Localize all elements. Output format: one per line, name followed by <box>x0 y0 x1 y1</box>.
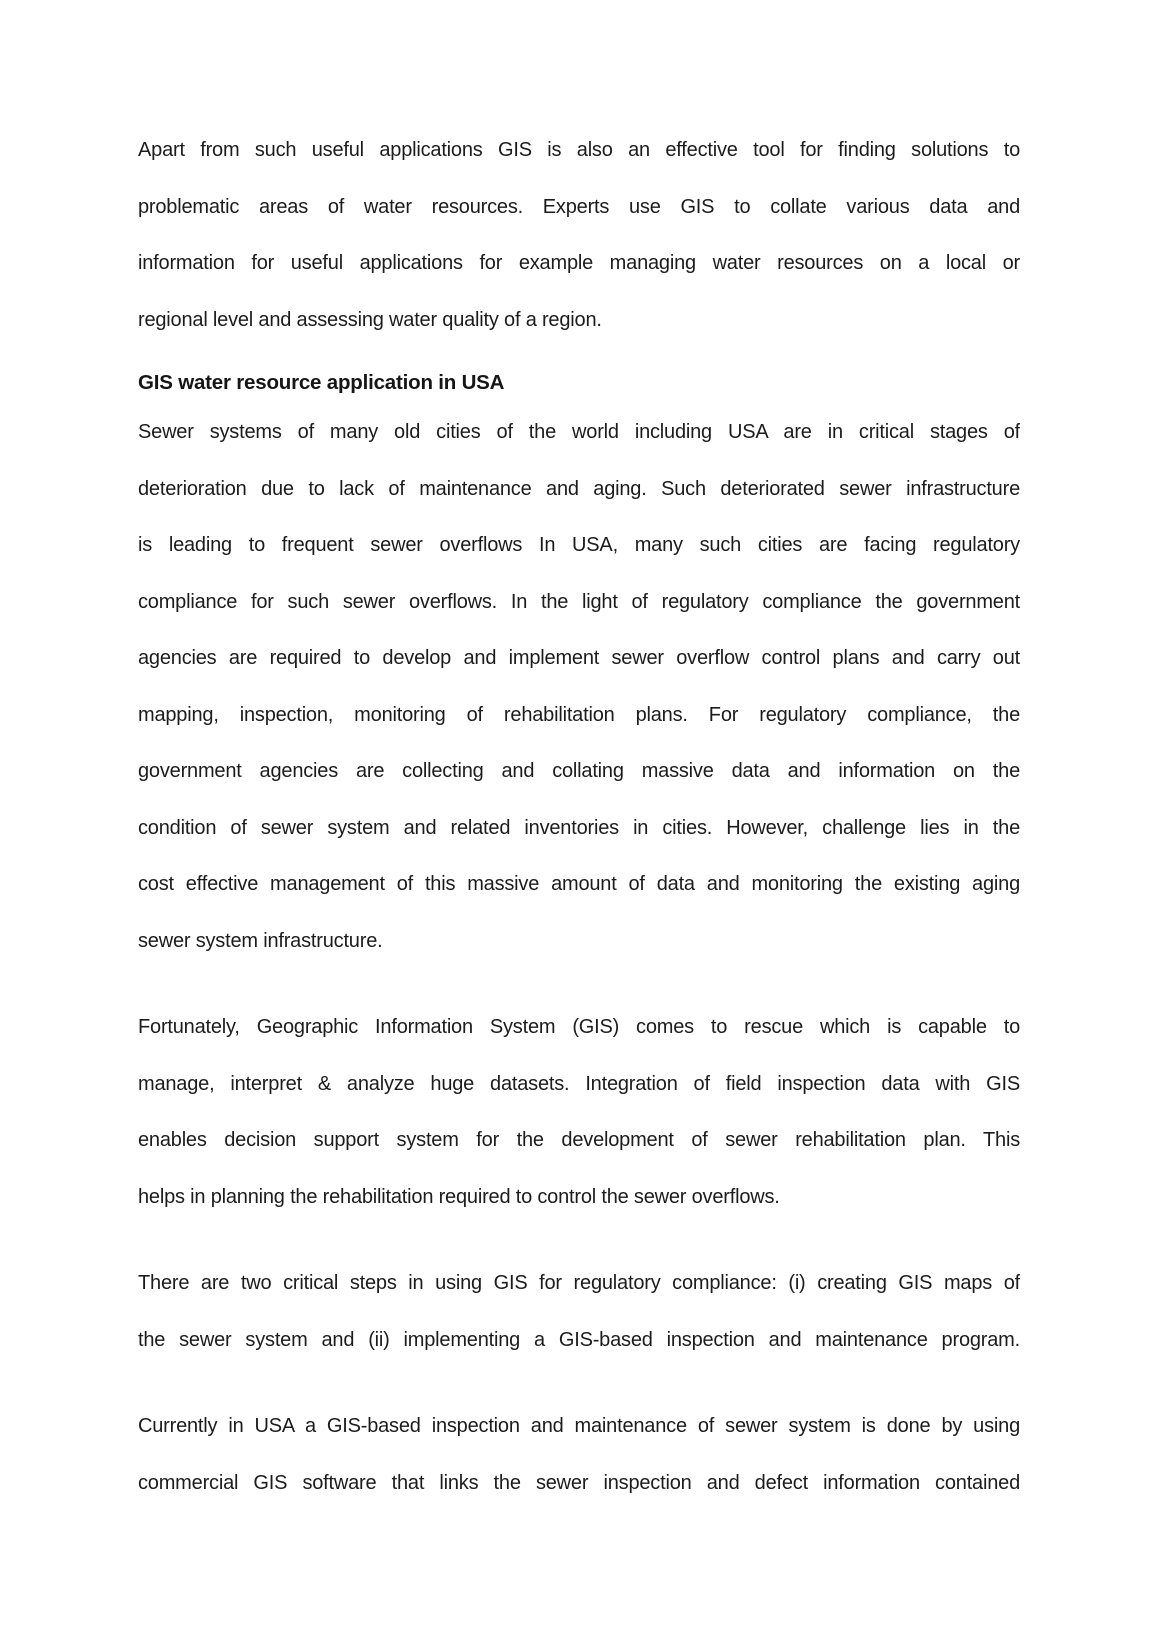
text-line: is leading to frequent sewer overflows In USA, many such cities are facing regulatory <box>138 534 1020 556</box>
text-line: Currently in USA a GIS-based inspection and maintenance of sewer system is done by using <box>138 1415 1020 1437</box>
text-line: enables decision support system for the development of sewer rehabilitation plan. This <box>138 1129 1020 1151</box>
text-line: Fortunately, Geographic Information System (GIS) comes to rescue which is capable to <box>138 1016 1020 1038</box>
text-line: Sewer systems of many old cities of the world including USA are in critical stages of <box>138 421 1020 443</box>
text-line: agencies are required to develop and implement sewer overflow control plans and carry out <box>138 647 1020 669</box>
text-line: deterioration due to lack of maintenance and aging. Such deteriorated sewer infrastructure <box>138 477 1020 500</box>
text-line: information for useful applications for example managing water resources on a local or <box>138 252 1020 274</box>
paragraph-two-steps <box>138 1255 1020 1368</box>
text-line: There are two critical steps in using GIS for regulatory compliance: (i) creating GIS maps of <box>138 1272 1020 1294</box>
text-line: Apart from such useful applications GIS is also an effective tool for finding solutions to <box>138 139 1020 161</box>
text-line: manage, interpret & analyze huge datasets. Integration of field inspection data with GIS <box>138 1072 1020 1095</box>
section-heading: GIS water resource application in USA <box>138 371 505 394</box>
text-line: regional level and assessing water quality of a region. <box>138 308 602 331</box>
text-line: condition of sewer system and related inventories in cities. However, challenge lies in the <box>138 816 1020 839</box>
paragraph-intro <box>138 122 1020 348</box>
text-line: the sewer system and (ii) implementing a GIS-based inspection and maintenance program. <box>138 1328 1020 1351</box>
text-line: cost effective management of this massive amount of data and monitoring the existing aging <box>138 873 1020 895</box>
text-line: compliance for such sewer overflows. In the light of regulatory compliance the government <box>138 590 1020 613</box>
text-line: mapping, inspection, monitoring of rehabilitation plans. For regulatory compliance, the <box>138 703 1020 726</box>
paragraph-gis-rescue <box>138 999 1020 1225</box>
paragraph-sewer-systems <box>138 404 1020 969</box>
paragraph-current-usa <box>138 1398 1020 1511</box>
text-line: sewer system infrastructure. <box>138 929 383 952</box>
text-line: helps in planning the rehabilitation required to control the sewer overflows. <box>138 1185 780 1208</box>
text-line: government agencies are collecting and collating massive data and information on the <box>138 760 1020 782</box>
text-line: commercial GIS software that links the sewer inspection and defect information contained <box>138 1471 1020 1494</box>
text-line: problematic areas of water resources. Experts use GIS to collate various data and <box>138 195 1020 218</box>
